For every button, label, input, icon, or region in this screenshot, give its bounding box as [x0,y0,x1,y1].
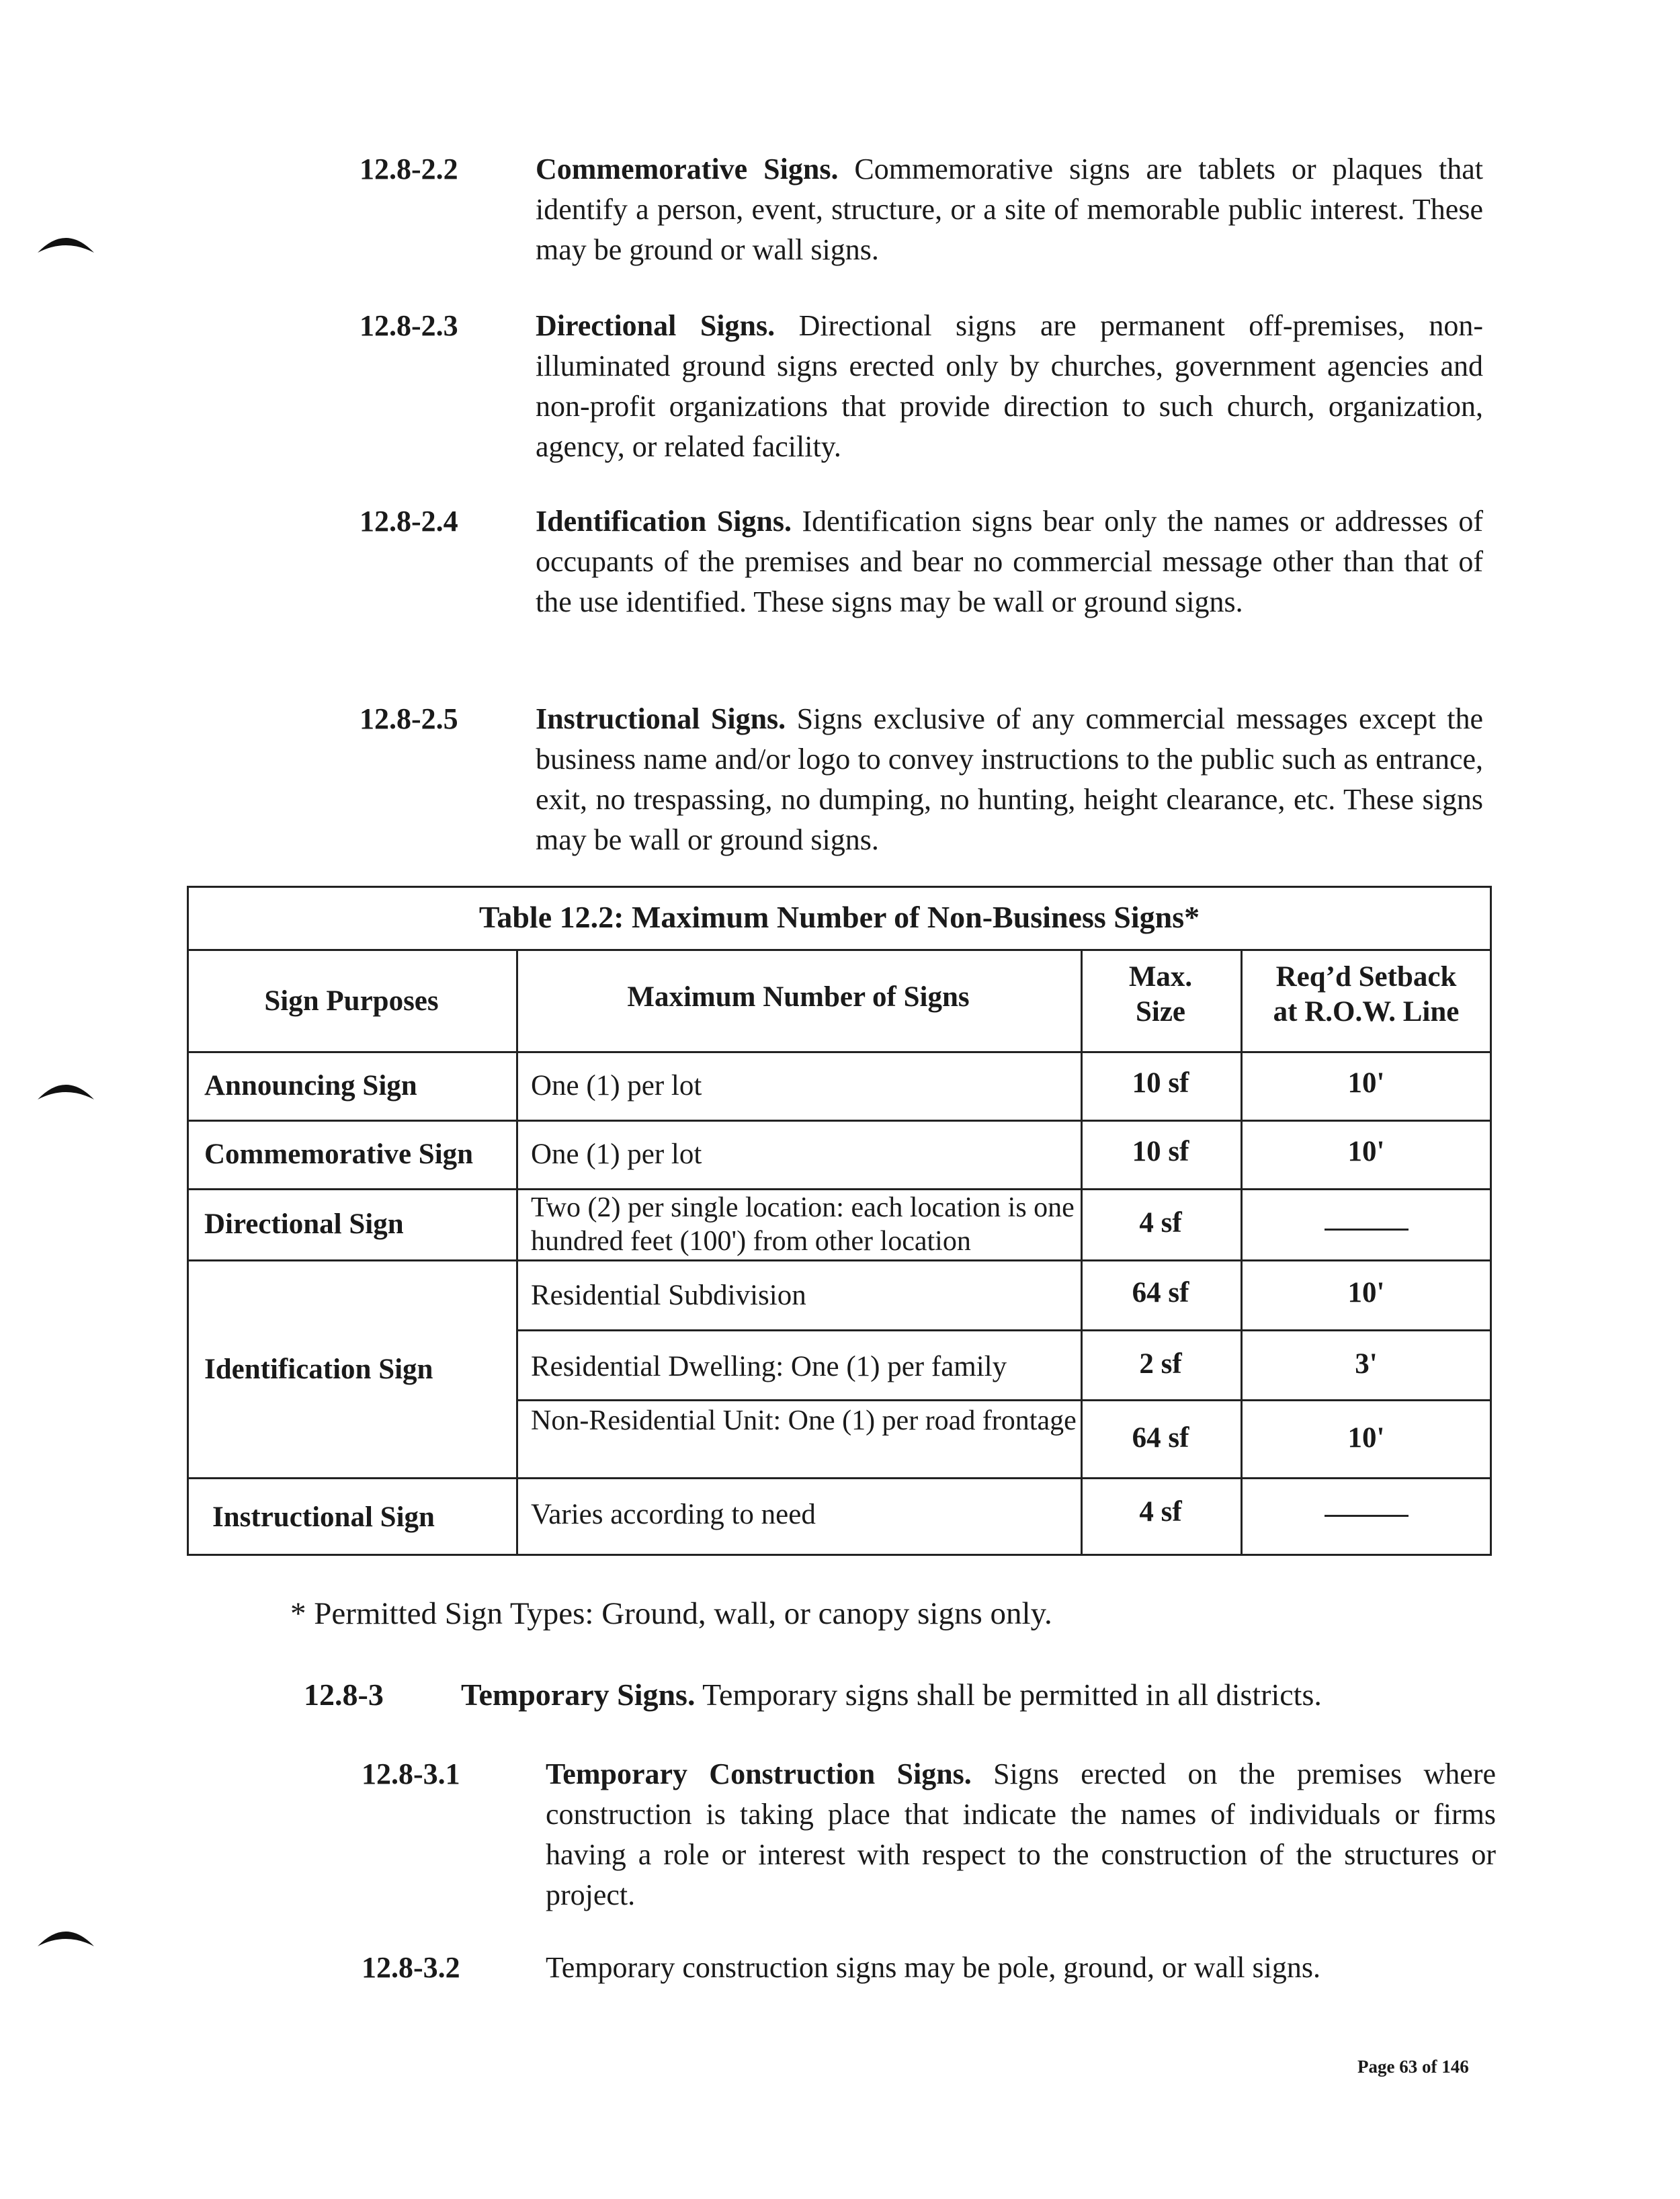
section-number: 12.8-3.1 [362,1757,460,1790]
section-title: Commemorative Signs. [536,153,839,185]
row-setback: 10' [1347,1277,1385,1309]
row-setback: 10' [1347,1067,1385,1099]
section-number: 12.8-2.3 [360,309,458,342]
section-text: Signs erected on the premises where construction is taking place that indicate the names of individuals or firms having a role or interest with respect to the construction of the structures or project. [546,1757,1496,1911]
section-number: 12.8-2.2 [360,153,458,185]
row-purpose: Instructional Sign [212,1501,435,1533]
binder-hole-mark [35,1921,97,1948]
section-body [546,1754,1496,1915]
page-number: Page 63 of 146 [1357,2057,1469,2077]
section-body [536,699,1483,860]
row-purpose: Directional Sign [204,1208,404,1240]
row-setback: 10' [1347,1422,1385,1454]
section-12-8-3-2 [362,1948,1497,1988]
row-setback-empty [1241,1491,1492,1526]
no-setback-dash [1325,1208,1409,1231]
table-rule [187,1051,1492,1053]
section-number: 12.8-2.5 [360,702,458,735]
binder-hole-mark [35,1074,97,1101]
row-size: 64 sf [1132,1422,1189,1454]
section-number: 12.8-3 [304,1677,384,1712]
header-setback [1241,960,1492,1030]
row-size: 10 sf [1132,1136,1189,1167]
header-max-size-line2: Size [1135,996,1186,1028]
row-number: Two (2) per single location: each location is one hundred feet (100') from other location [531,1192,1075,1257]
section-12-8-2-5 [360,699,1488,860]
row-number: Residential Subdivision [531,1280,806,1311]
row-purpose: Commemorative Sign [204,1138,474,1170]
section-text: Signs exclusive of any commercial messages except the business name and/or logo to convey instructions to the public such as entrance, exit, no trespassing, no dumping, no hunting, height clearance, etc. These signs may be wall or ground signs. [536,702,1483,856]
header-sign-purposes: Sign Purposes [264,985,439,1017]
row-setback: 3' [1355,1348,1378,1380]
section-body [546,1948,1496,1988]
section-body [536,501,1483,622]
table-rule [187,949,1492,951]
section-body [461,1675,1482,1715]
section-body [536,149,1483,270]
binder-hole-mark [35,227,97,254]
section-title: Instructional Signs. [536,702,786,735]
row-number: Non-Residential Unit: One (1) per road frontage [531,1405,1077,1436]
table-rule [187,1120,1492,1122]
row-size: 64 sf [1132,1277,1189,1309]
table-rule [187,1554,1492,1556]
table-rule [187,1477,1492,1479]
table-rule [187,1259,1492,1261]
row-setback-empty [1241,1204,1492,1239]
row-size: 10 sf [1132,1067,1189,1099]
row-number: One (1) per lot [531,1138,702,1170]
section-12-8-2-4 [360,501,1488,663]
section-title: Directional Signs. [536,309,775,342]
row-purpose: Identification Sign [204,1354,433,1385]
row-size: 4 sf [1139,1496,1182,1528]
table-title: Table 12.2: Maximum Number of Non-Business Signs* [478,900,1200,934]
row-size: 4 sf [1139,1207,1182,1239]
table-rule [516,1329,1492,1331]
section-text: Commemorative signs are tablets or plaques that identify a person, event, structure, or a site of memorable public interest. These may be ground or wall signs. [536,153,1483,266]
section-text: Directional signs are permanent off-premises, non-illuminated ground signs erected only by churches, government agencies and non-profit organizations that provide direction to such church, organization, agency, or related facility. [536,309,1484,463]
header-maximum-number: Maximum Number of Signs [627,981,970,1013]
row-purpose: Announcing Sign [204,1070,417,1102]
table-rule [1081,949,1083,1556]
section-number: 12.8-2.4 [360,505,458,538]
table-rule [187,1188,1492,1190]
row-setback: 10' [1347,1136,1385,1167]
section-title: Temporary Signs. [461,1677,696,1712]
row-size: 2 sf [1139,1348,1182,1380]
row-number: One (1) per lot [531,1070,702,1102]
table-rule [516,949,518,1556]
section-12-8-3-1 [362,1754,1497,1915]
section-12-8-2-3 [360,306,1488,467]
section-text: Identification signs bear only the names or addresses of occupants of the premises and bear no commercial message other than that of the use identified. These signs may be wall or ground signs. [536,505,1483,618]
section-body [536,306,1483,467]
section-12-8-3 [304,1675,1493,1715]
section-12-8-2-2 [360,149,1488,270]
section-text: Temporary construction signs may be pole, ground, or wall signs. [546,1951,1320,1984]
section-number: 12.8-3.2 [362,1951,460,1984]
header-max-size-line1: Max. [1128,961,1193,993]
header-setback-line1: Req’d Setback [1275,961,1457,993]
section-text: Temporary signs shall be permitted in all districts. [702,1677,1322,1712]
row-number: Residential Dwelling: One (1) per family [531,1351,1007,1382]
no-setback-dash [1325,1495,1409,1517]
non-business-signs-table [187,886,1492,1556]
row-number: Varies according to need [531,1499,816,1530]
section-title: Temporary Construction Signs. [546,1757,972,1790]
table-footnote: * Permitted Sign Types: Ground, wall, or canopy signs only. [290,1596,1052,1631]
header-setback-line2: at R.O.W. Line [1273,996,1460,1028]
table-rule [187,886,1492,888]
header-max-size [1081,960,1241,1030]
section-title: Identification Signs. [536,505,792,538]
table-rule [516,1399,1492,1401]
table-rule [1241,949,1243,1556]
